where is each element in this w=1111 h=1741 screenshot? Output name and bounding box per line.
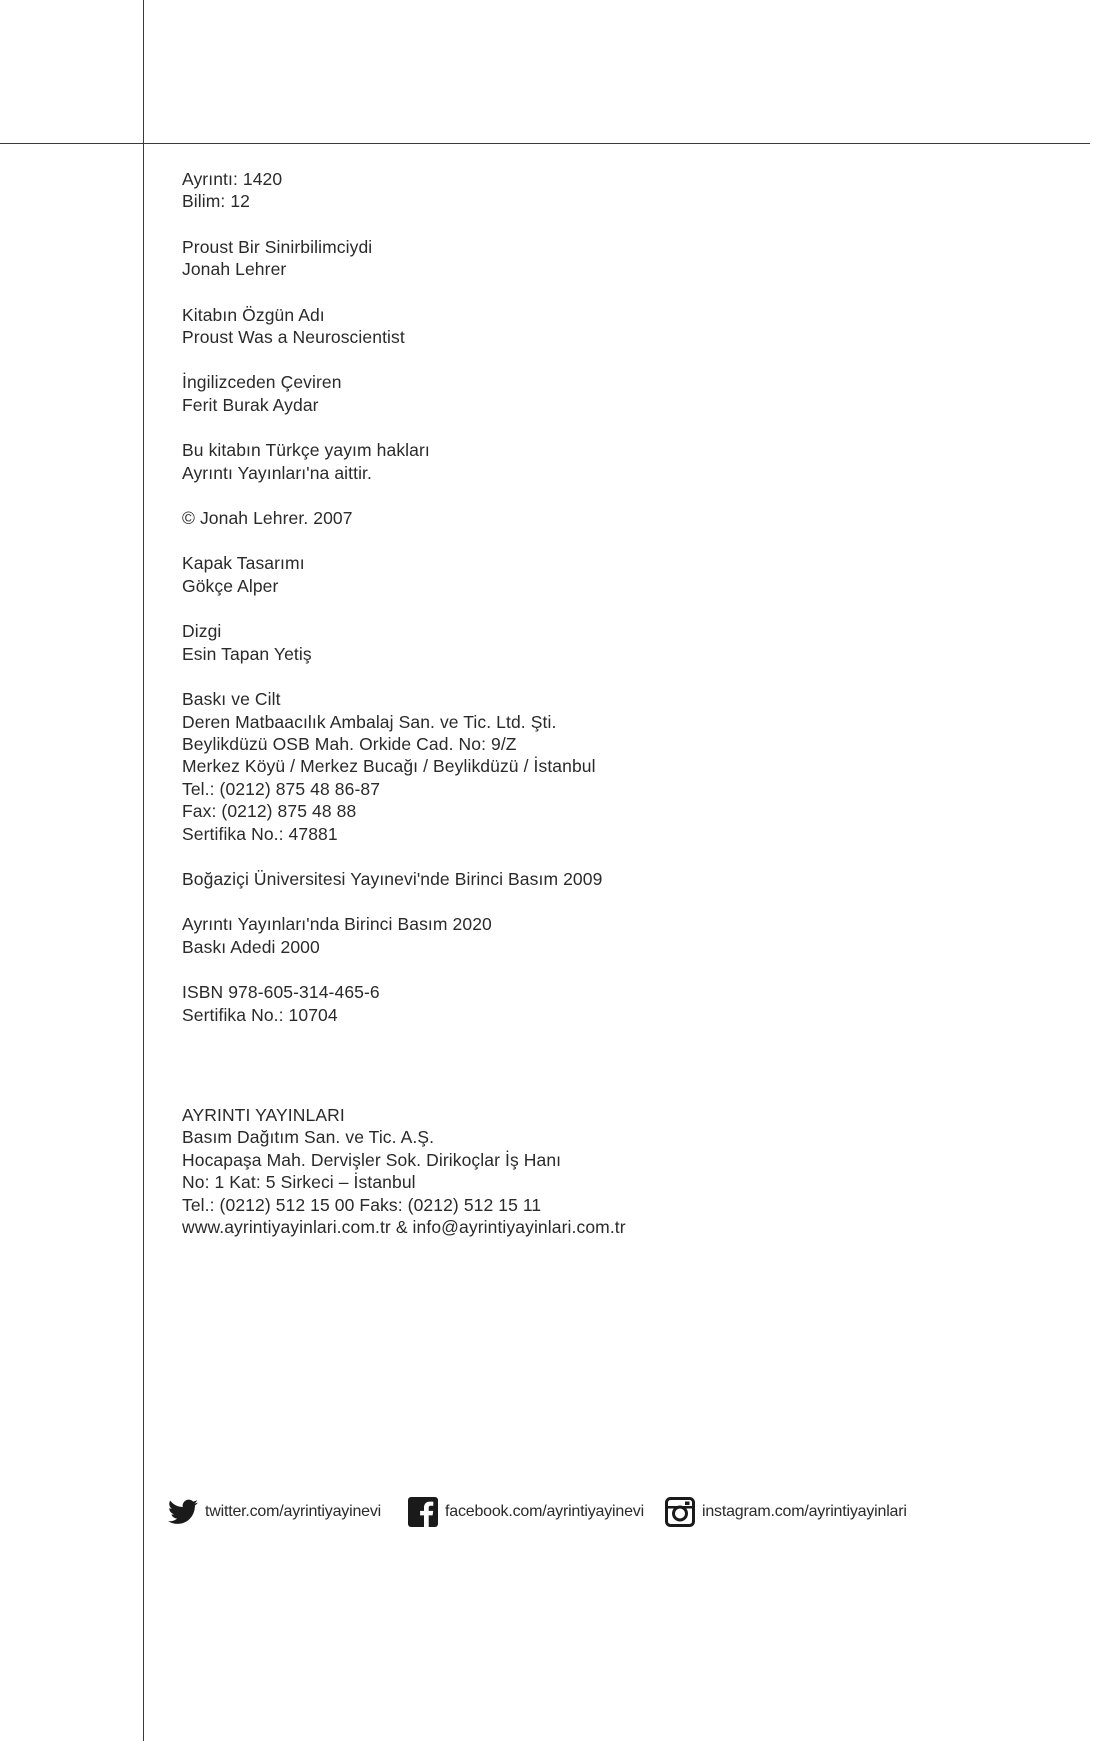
first-edition-block [182,868,1002,890]
rights-line-2: Ayrıntı Yayınları'na aittir. [182,462,372,483]
print-run-line: Baskı Adedi 2000 [182,936,320,957]
current-edition-line: Ayrıntı Yayınları'nda Birinci Basım 2020 [182,914,492,935]
translator-block [182,371,1002,416]
typesetting-label: Dizgi [182,621,222,642]
publisher-web: www.ayrintiyayinlari.com.tr & info@ayrintiyayinlari.com.tr [182,1217,626,1237]
twitter-link[interactable] [168,1492,381,1532]
rights-block [182,439,1002,484]
author-name: Jonah Lehrer [182,259,287,280]
twitter-icon [168,1499,198,1525]
printing-label: Baskı ve Cilt [182,689,281,710]
printer-fax: Fax: (0212) 875 48 88 [182,801,357,822]
typesetting-block [182,620,1002,665]
isbn-line: ISBN 978-605-314-465-6 [182,982,380,1003]
publisher-name: AYRINTI YAYINLARI [182,1104,345,1125]
facebook-handle: facebook.com/ayrintiyayinevi [445,1503,644,1520]
translator-label: İngilizceden Çeviren [182,372,342,393]
rights-line-1: Bu kitabın Türkçe yayım hakları [182,440,430,461]
facebook-link[interactable] [408,1492,644,1532]
colophon [182,168,1002,1261]
twitter-handle: twitter.com/ayrintiyayinevi [205,1503,381,1520]
original-title-label: Kitabın Özgün Adı [182,304,325,325]
publisher-address-2: No: 1 Kat: 5 Sirkeci – İstanbul [182,1172,416,1193]
translator-name: Ferit Burak Aydar [182,394,319,415]
printer-name: Deren Matbaacılık Ambalaj San. ve Tic. Ltd. Şti. [182,711,557,732]
printing-block [182,688,1002,845]
publisher-address-1: Hocapaşa Mah. Dervişler Sok. Dirikoçlar İş Hanı [182,1149,562,1170]
series-line: Ayrıntı: 1420 [182,169,283,189]
original-title: Proust Was a Neuroscientist [182,327,405,348]
publisher-block [182,1104,1002,1238]
typesetter: Esin Tapan Yetiş [182,643,312,664]
instagram-handle: instagram.com/ayrintiyayinlari [702,1503,907,1520]
publisher-company: Basım Dağıtım San. ve Tic. A.Ş. [182,1127,435,1148]
printer-address-2: Merkez Köyü / Merkez Bucağı / Beylikdüzü / İstanbul [182,756,596,777]
series-block [182,168,1002,213]
instagram-link[interactable] [665,1492,907,1532]
crop-mark-horizontal [0,143,1090,144]
copyright-block [182,507,1002,529]
original-title-block [182,304,1002,349]
publisher-certificate: Sertifika No.: 10704 [182,1004,338,1025]
subseries-line: Bilim: 12 [182,191,251,212]
first-edition-line: Boğaziçi Üniversitesi Yayınevi'nde Birinci Basım 2009 [182,868,603,889]
printer-phone: Tel.: (0212) 875 48 86-87 [182,778,381,799]
crop-mark-vertical [143,0,144,1741]
cover-design-block [182,552,1002,597]
cover-design-label: Kapak Tasarımı [182,553,305,574]
book-title: Proust Bir Sinirbilimciydi [182,236,373,257]
isbn-block [182,981,1002,1026]
copyright-line: © Jonah Lehrer. 2007 [182,508,353,529]
publisher-phone: Tel.: (0212) 512 15 00 Faks: (0212) 512 15 11 [182,1194,542,1215]
printer-address-1: Beylikdüzü OSB Mah. Orkide Cad. No: 9/Z [182,733,517,754]
cover-designer: Gökçe Alper [182,575,279,596]
facebook-icon [408,1497,438,1527]
title-block [182,236,1002,281]
current-edition-block [182,913,1002,958]
printer-certificate: Sertifika No.: 47881 [182,823,338,844]
instagram-icon [665,1497,695,1527]
social-links [168,1492,1048,1532]
